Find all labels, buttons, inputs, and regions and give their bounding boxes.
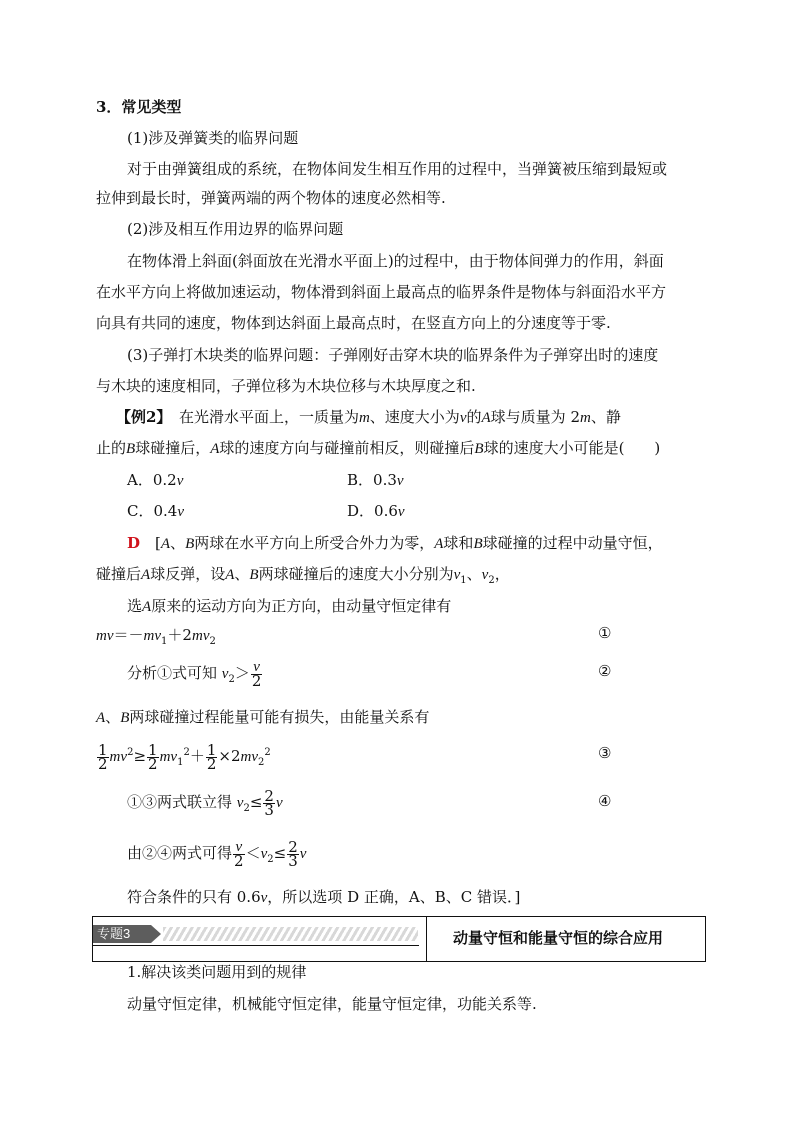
type-2-line-3: 向具有共同的速度，物体到达斜面上最高点时，在竖直方向上的分速度等于零.: [96, 314, 611, 332]
example-label: 【例2】: [116, 408, 164, 426]
type-3-line-1: (3)子弹打木块类的临界问题：子弹刚好击穿木块的临界条件为子弹穿出时的速度: [127, 346, 659, 364]
equation-2-number: ②: [598, 662, 612, 680]
topic-tab: 专题3: [93, 925, 151, 943]
solution-line-2: 碰撞后A球反弹，设A、B两球碰撞后的速度大小分别为$v_1$、$v_2$，: [96, 565, 510, 586]
example-2-line-1: 【例2】 在光滑水平面上，一质量为m、速度大小为v的A球与质量为 2m、静: [116, 408, 621, 426]
type-3-line-2: 与木块的速度相同，子弹位移为木块位移与木块厚度之和.: [96, 377, 476, 395]
option-d: D．0.6v: [347, 502, 405, 520]
topic-stripe-decoration: [163, 927, 418, 941]
equation-4: ①③两式联立得 $v_2\le$ $\frac{2}{3}$ v: [127, 786, 283, 819]
conclusion-line: 符合条件的只有 0.6v，所以选项 D 正确，A、B、C 错误．]: [127, 888, 521, 906]
solution-line-3: 选A原来的运动方向为正方向，由动量守恒定律有: [127, 597, 452, 615]
law-heading: 1.解决该类问题用到的规律: [127, 963, 307, 981]
equation-3: $\frac{1}{2}$ $mv^2\ge$ $\frac{1}{2}$ $mv_1^2+$ $\frac{1}{2}$ $\times 2mv_2^2$: [98, 740, 271, 773]
topic-title: 动量守恒和能量守恒的综合应用: [453, 929, 664, 947]
topic-tab-arrow: [151, 925, 161, 943]
equation-1-number: ①: [598, 624, 612, 642]
option-c: C．0.4v: [127, 502, 185, 520]
topic-header-rule: [93, 945, 419, 946]
solution-line-4: A、B两球碰撞过程能量可能有损失，由能量关系有: [96, 708, 430, 726]
option-b: B．0.3v: [347, 471, 404, 489]
topic-header-divider: [426, 917, 427, 961]
equation-1: $mv=-mv_1+2mv_2$: [96, 626, 216, 647]
equation-4-number: ④: [598, 792, 612, 810]
type-2-heading: (2)涉及相互作用边界的临界问题: [127, 220, 344, 238]
type-1-line-1: 对于由弹簧组成的系统，在物体间发生相互作用的过程中，当弹簧被压缩到最短或: [127, 160, 668, 178]
equation-2: 分析①式可知 $v_2>$ $\frac{v}{2}$: [127, 658, 262, 690]
equation-3-number: ③: [598, 744, 612, 762]
option-a: A．0.2v: [127, 471, 184, 489]
answer-letter: D: [127, 534, 141, 552]
example-2-line-2: 止的B球碰撞后，A球的速度方向与碰撞前相反，则碰撞后B球的速度大小可能是( ): [96, 439, 661, 457]
type-1-line-2: 拉伸到最长时，弹簧两端的两个物体的速度必然相等.: [96, 189, 446, 207]
type-1-heading: (1)涉及弹簧类的临界问题: [127, 129, 299, 147]
solution-line-1: D [A、B两球在水平方向上所受合外力为零，A球和B球碰撞的过程中动量守恒，: [127, 534, 663, 552]
section-3-title: 3．常见类型: [96, 98, 182, 116]
equation-5: 由②④两式可得 $\frac{v}{2}$ $<v_2\le$ $\frac{2}{3}$ v: [127, 837, 307, 870]
fraction-v-over-2: $\frac{v}{2}$: [251, 658, 262, 690]
type-2-line-1: 在物体滑上斜面(斜面放在光滑水平面上)的过程中，由于物体间弹力的作用，斜面: [127, 252, 664, 270]
topic-3-header: [92, 916, 706, 962]
type-2-line-2: 在水平方向上将做加速运动，物体滑到斜面上最高点的临界条件是物体与斜面沿水平方: [96, 283, 667, 301]
law-body: 动量守恒定律，机械能守恒定律，能量守恒定律，功能关系等.: [127, 995, 537, 1013]
